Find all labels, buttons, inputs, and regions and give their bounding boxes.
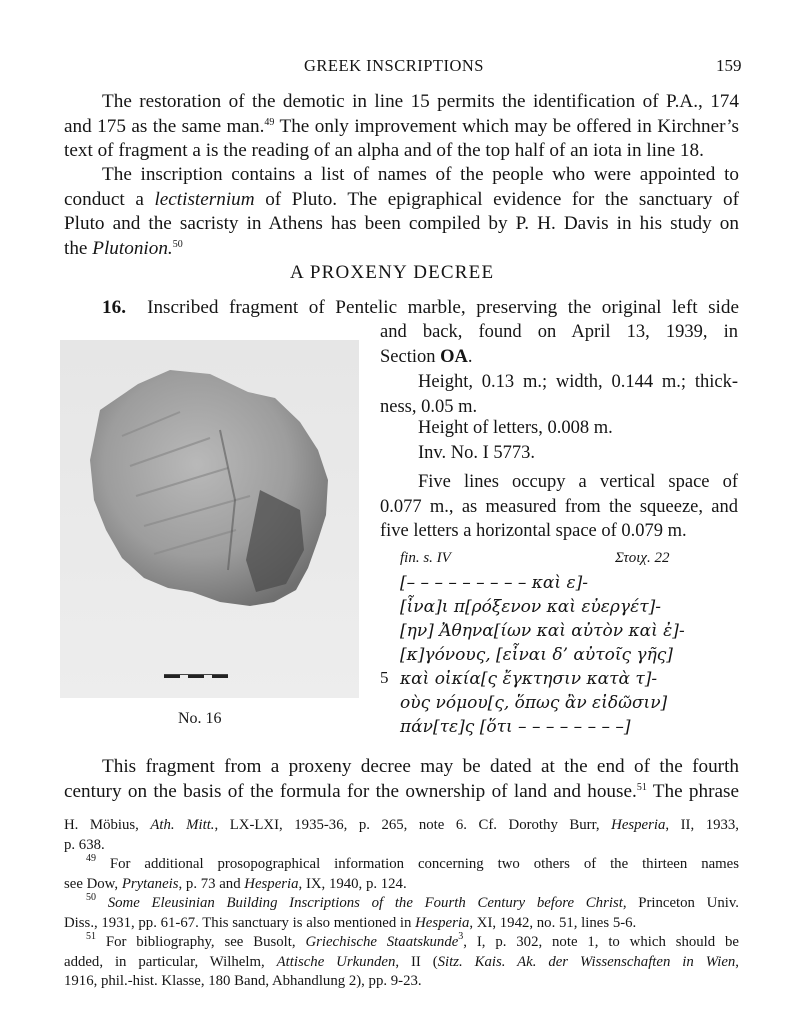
section-code: OA (440, 346, 468, 367)
footnotes (64, 816, 739, 992)
fn49-c: Prytaneis (121, 875, 179, 892)
fn-cont-b: Ath. Mitt. (150, 817, 215, 833)
paragraph-restoration (64, 90, 739, 164)
entry-line3a: Section (380, 346, 441, 367)
fn50-d: Hesperia (415, 914, 470, 931)
paragraph-inscription (64, 163, 739, 261)
inscription-line-4: [κ]γόνους, [εἶναι δ’ αὐτοῖς γῆς] (400, 645, 673, 665)
footnote-ref-50: 50 (172, 238, 183, 250)
inscription-date: fin. s. IV (400, 550, 451, 566)
entry-description (380, 320, 738, 369)
footnote-51 (64, 933, 739, 953)
paragraph-dating (64, 755, 739, 804)
footnote-49 (64, 855, 739, 875)
dims-line2: ness, 0.05 m. (380, 396, 478, 417)
fn50-c: Diss., 1931, pp. 61-67. This sanctuary is also mentioned in (64, 914, 416, 931)
fn51-d: added, in particular, Wilhelm, (64, 953, 277, 970)
para1-line2 (64, 115, 739, 140)
fn49-b: see Dow, (64, 875, 122, 892)
space-line1: Five lines occupy a vertical space of (418, 472, 738, 492)
running-title: GREEK INSCRIPTIONS (304, 56, 484, 75)
inscription-stoich: Στοιχ. 22 (615, 550, 670, 566)
entry-line3 (380, 345, 738, 370)
para1-line2-text: and 175 as the same man. (64, 115, 265, 137)
lectisternium-term: lectisternium (154, 188, 255, 210)
fn51-e: Attische Urkunden (276, 953, 396, 970)
footnote-49-line2 (64, 875, 739, 895)
fn51-a: For bibliography, see Busolt, (96, 934, 306, 950)
para3-line2 (64, 780, 739, 805)
footnote-ref-51: 51 (636, 781, 647, 793)
fn49-a: For additional prosopographical information concerning two others of the thirteen names (96, 856, 739, 872)
fn51-c: , I, p. 302, note 1, to which should be (463, 934, 739, 950)
photo-caption: No. 16 (178, 710, 222, 727)
page-number: 159 (716, 56, 742, 75)
entry-line1-text: Inscribed fragment of Pentelic marble, preserving the original left side (147, 297, 739, 318)
space-line2: 0.077 m., as measured from the squeeze, and (380, 496, 738, 517)
fn51-h: , (735, 953, 739, 970)
para1-line2-cont: The only improvement which may be offered in Kirchner’s (274, 115, 739, 137)
fn-cont-c: , LX-LXI, 1935-36, p. 265, note 6. Cf. Dorothy Burr, (214, 817, 612, 833)
dims-line1: Height, 0.13 m.; width, 0.144 m.; thick- (418, 372, 738, 392)
para2-line2 (64, 188, 739, 213)
footnote-continuation-2: p. 638. (64, 836, 105, 853)
para2-line1: The inscription contains a list of names of the people who were appointed to (102, 164, 739, 185)
para1-line3: text of fragment a is the reading of an alpha and of the top half of an iota in line 18. (64, 140, 704, 161)
para2-line3: Pluto and the sacristy in Athens has been compiled by P. H. Davis in his study on (64, 213, 739, 234)
letter-height: Height of letters, 0.008 m. (418, 418, 613, 438)
inscription-line-7: πάν[τε]ς [ὅτι – – – – – – – –] (400, 717, 631, 737)
fn49-number: 49 (86, 853, 96, 864)
inscription-line-3: [ην] Ἀθηνα[ίων καὶ αὐτὸν καὶ ἐ]- (400, 621, 685, 641)
fn-cont-e: , II, 1933, (665, 817, 739, 833)
inventory-number: Inv. No. I 5773. (418, 443, 535, 463)
fn49-f: , IX, 1940, p. 124. (298, 875, 407, 892)
para3-line2-text: century on the basis of the formula for the ownership of land and house. (64, 780, 637, 802)
fn51-number: 51 (86, 931, 96, 942)
entry-dimensions (380, 370, 738, 419)
entry-number: 16. (102, 297, 126, 318)
inscription-line-number: 5 (380, 668, 389, 687)
fn51-b: Griechische Staatskunde (305, 934, 459, 950)
para2-line2a: conduct a (64, 188, 155, 210)
para3-line1: This fragment from a proxeny decree may be dated at the end of the fourth (102, 756, 739, 777)
space-line3: five letters a horizontal space of 0.079 m. (380, 521, 687, 541)
fragment-photo (60, 340, 359, 698)
entry-line2: and back, found on April 13, 1939, in (380, 322, 738, 342)
fn51-sup: 3 (458, 931, 464, 942)
fn50-a: Some Eleusinian Building Inscriptions of the Fourth Century before Christ (96, 895, 623, 911)
para2-line2c: of Pluto. The epigraphical evidence for the sanctuary of (254, 188, 739, 210)
footnote-50-line2 (64, 914, 739, 934)
fn50-e: , XI, 1942, no. 51, lines 5-6. (469, 914, 637, 931)
scale-bar (164, 674, 228, 678)
entry-line3c: . (467, 346, 473, 367)
footnote-ref-49: 49 (264, 116, 275, 128)
footnote-51-line2 (64, 953, 739, 973)
para3-line2-end: The phrase (646, 780, 740, 802)
para2-line4a: the (64, 237, 93, 259)
fn49-e: Hesperia (244, 875, 299, 892)
para2-line4 (64, 237, 739, 262)
inscription-line-6: οὺς νόμου[ς, ὅπως ἂν εἰδῶσιν] (400, 693, 668, 713)
inscription-line-5: καὶ οἰκία[ς ἔγκτησιν κατὰ τ]- (400, 669, 658, 689)
inscription-line-2: [ἶνα]ι π[ρόξενον καὶ εὐεργέτ]- (400, 597, 661, 617)
fn50-b: , Princeton Univ. (622, 895, 739, 911)
section-heading: A PROXENY DECREE (290, 262, 495, 283)
entry-16-line1 (64, 296, 739, 321)
fn-cont-d: Hesperia (611, 817, 666, 833)
footnote-51-line3: 1916, phil.-hist. Klasse, 180 Band, Abhandlung 2), pp. 9-23. (64, 973, 422, 989)
inscription-line-1: [– – – – – – – – – καὶ ε]- (400, 573, 588, 593)
entry-line1 (64, 296, 739, 321)
para1-line1: The restoration of the demotic in line 15 permits the identification of P.A., 174 (102, 91, 739, 112)
footnote-50 (64, 894, 739, 914)
fn49-d: , p. 73 and (178, 875, 245, 892)
fragment-image (60, 340, 359, 698)
fn51-g: Sitz. Kais. Ak. der Wissenschaften in Wien (437, 953, 736, 970)
fn51-f: , II ( (395, 953, 438, 970)
fn50-number: 50 (86, 892, 96, 903)
entry-spacing (380, 470, 738, 544)
plutonion-title: Plutonion. (92, 237, 173, 259)
footnote-continuation (64, 816, 739, 836)
fn-cont-a: H. Möbius, (64, 817, 151, 833)
